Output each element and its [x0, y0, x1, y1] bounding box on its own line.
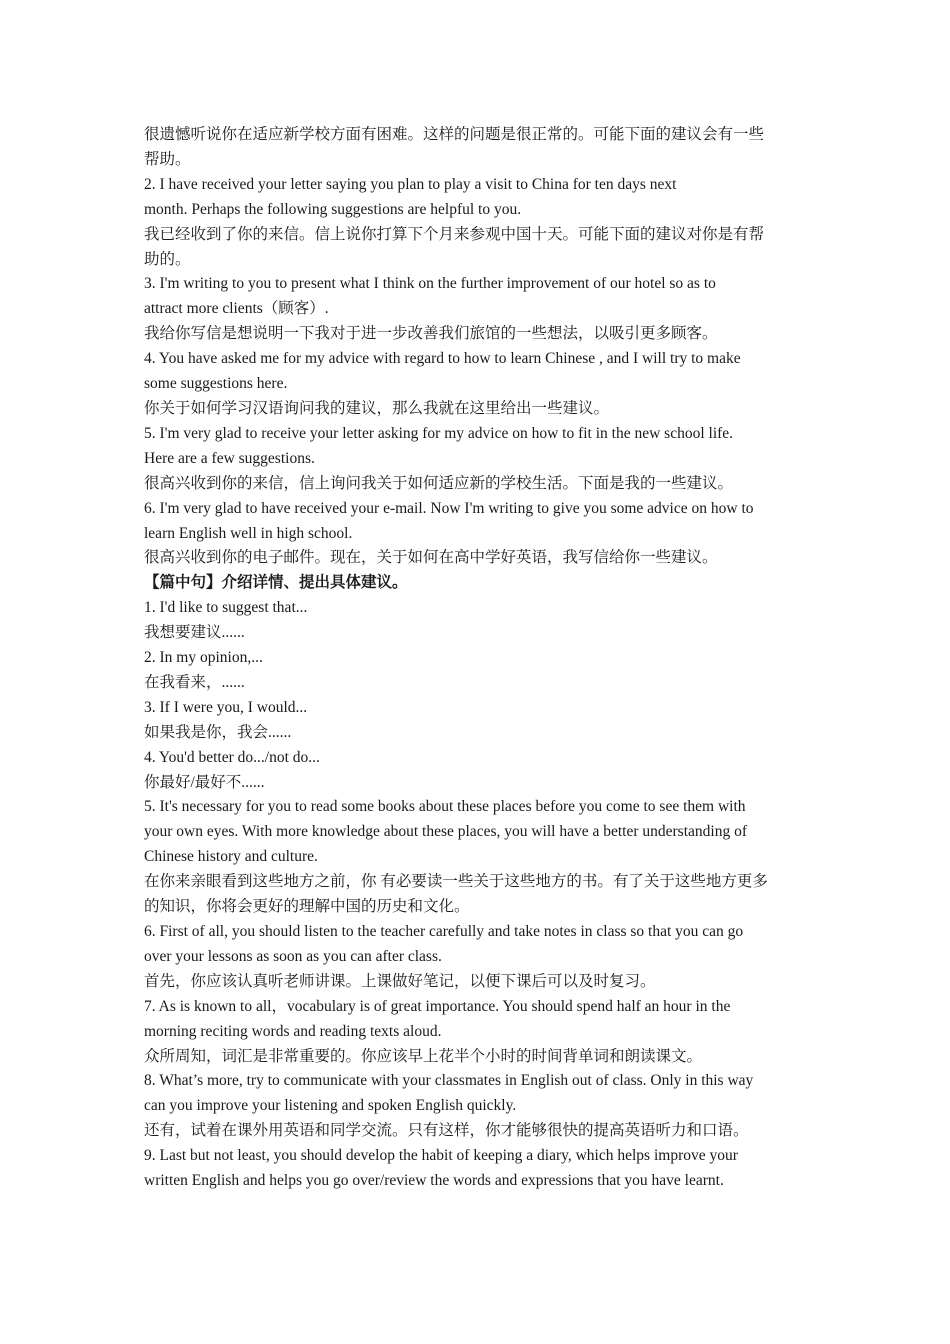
text-line: morning reciting words and reading texts aloud.: [144, 1022, 442, 1040]
text-line: your own eyes. With more knowledge about these places, you will have a better understanding of: [144, 823, 747, 841]
text-line: 如果我是你，我会......: [144, 723, 292, 741]
text-line: 8. What’s more, try to communicate with your classmates in English out of class. Only in this way: [144, 1072, 754, 1090]
document-page: [144, 123, 810, 1194]
text-line: 9. Last but not least, you should develop the habit of keeping a diary, which helps improve your: [144, 1147, 738, 1165]
text-line: 很高兴收到你的来信，信上询问我关于如何适应新的学校生活。下面是我的一些建议。: [144, 474, 734, 492]
text-line: can you improve your listening and spoken English quickly.: [144, 1097, 517, 1115]
text-line: 的知识，你将会更好的理解中国的历史和文化。: [144, 898, 470, 916]
text-line: 4. You'd better do.../not do...: [144, 748, 320, 766]
text-line: month. Perhaps the following suggestions are helpful to you.: [144, 200, 522, 218]
text-line: 很遗憾听说你在适应新学校方面有困难。这样的问题是很正常的。可能下面的建议会有一些: [144, 126, 765, 143]
section-heading: 【篇中句】介绍详情、提出具体建议。: [144, 574, 408, 592]
text-line: 5. It's necessary for you to read some books about these places before you come to see them with: [144, 798, 746, 816]
text-line: 在我看来，......: [144, 673, 245, 691]
text-line: 3. If I were you, I would...: [144, 698, 308, 716]
text-line: 1. I'd like to suggest that...: [144, 599, 308, 617]
text-line: 助的。: [144, 250, 191, 268]
text-line: 在你来亲眼看到这些地方之前，你 有必要读一些关于这些地方的书。有了关于这些地方更多: [144, 873, 768, 891]
text-line: 6. I'm very glad to have received your e-mail. Now I'm writing to give you some advice on how to: [144, 499, 754, 517]
text-line: 你最好/最好不......: [144, 773, 265, 791]
text-line: Here are a few suggestions.: [144, 449, 315, 467]
text-line: 我想要建议......: [144, 624, 245, 642]
text-line: 4. You have asked me for my advice with regard to how to learn Chinese , and I will try to make: [144, 350, 741, 368]
text-line: 7. As is known to all，vocabulary is of great importance. You should spend half an hour in the: [144, 997, 731, 1015]
text-line: learn English well in high school.: [144, 524, 353, 542]
text-line: 5. I'm very glad to receive your letter asking for my advice on how to fit in the new school life.: [144, 424, 734, 442]
text-line: 首先，你应该认真听老师讲课。上课做好笔记，以便下课后可以及时复习。: [144, 972, 656, 990]
text-line: 你关于如何学习汉语询问我的建议，那么我就在这里给出一些建议。: [144, 399, 610, 417]
text-line: 3. I'm writing to you to present what I think on the further improvement of our hotel so as to: [144, 275, 716, 293]
text-line: Chinese history and culture.: [144, 848, 318, 866]
text-line: 6. First of all, you should listen to the teacher carefully and take notes in class so that you can go: [144, 923, 744, 940]
text-line: 2. In my opinion,...: [144, 649, 263, 667]
text-line: 帮助。: [144, 150, 191, 168]
text-line: 很高兴收到你的电子邮件。现在，关于如何在高中学好英语，我写信给你一些建议。: [144, 549, 718, 567]
text-line: 2. I have received your letter saying you plan to play a visit to China for ten days next: [144, 175, 677, 193]
text-line: 众所周知，词汇是非常重要的。你应该早上花半个小时的时间背单词和朗读课文。: [144, 1047, 703, 1065]
text-line: over your lessons as soon as you can after class.: [144, 947, 442, 965]
text-line: 我已经收到了你的来信。信上说你打算下个月来参观中国十天。可能下面的建议对你是有帮: [144, 225, 765, 243]
text-line: 还有，试着在课外用英语和同学交流。只有这样，你才能够很快的提高英语听力和口语。: [144, 1122, 749, 1140]
text-line: written English and helps you go over/review the words and expressions that you have learnt.: [144, 1172, 724, 1190]
text-line: attract more clients（顾客）.: [144, 300, 329, 318]
text-line: 我给你写信是想说明一下我对于进一步改善我们旅馆的一些想法，以吸引更多顾客。: [144, 325, 718, 343]
document-body: [144, 123, 810, 1194]
text-line: some suggestions here.: [144, 375, 288, 393]
